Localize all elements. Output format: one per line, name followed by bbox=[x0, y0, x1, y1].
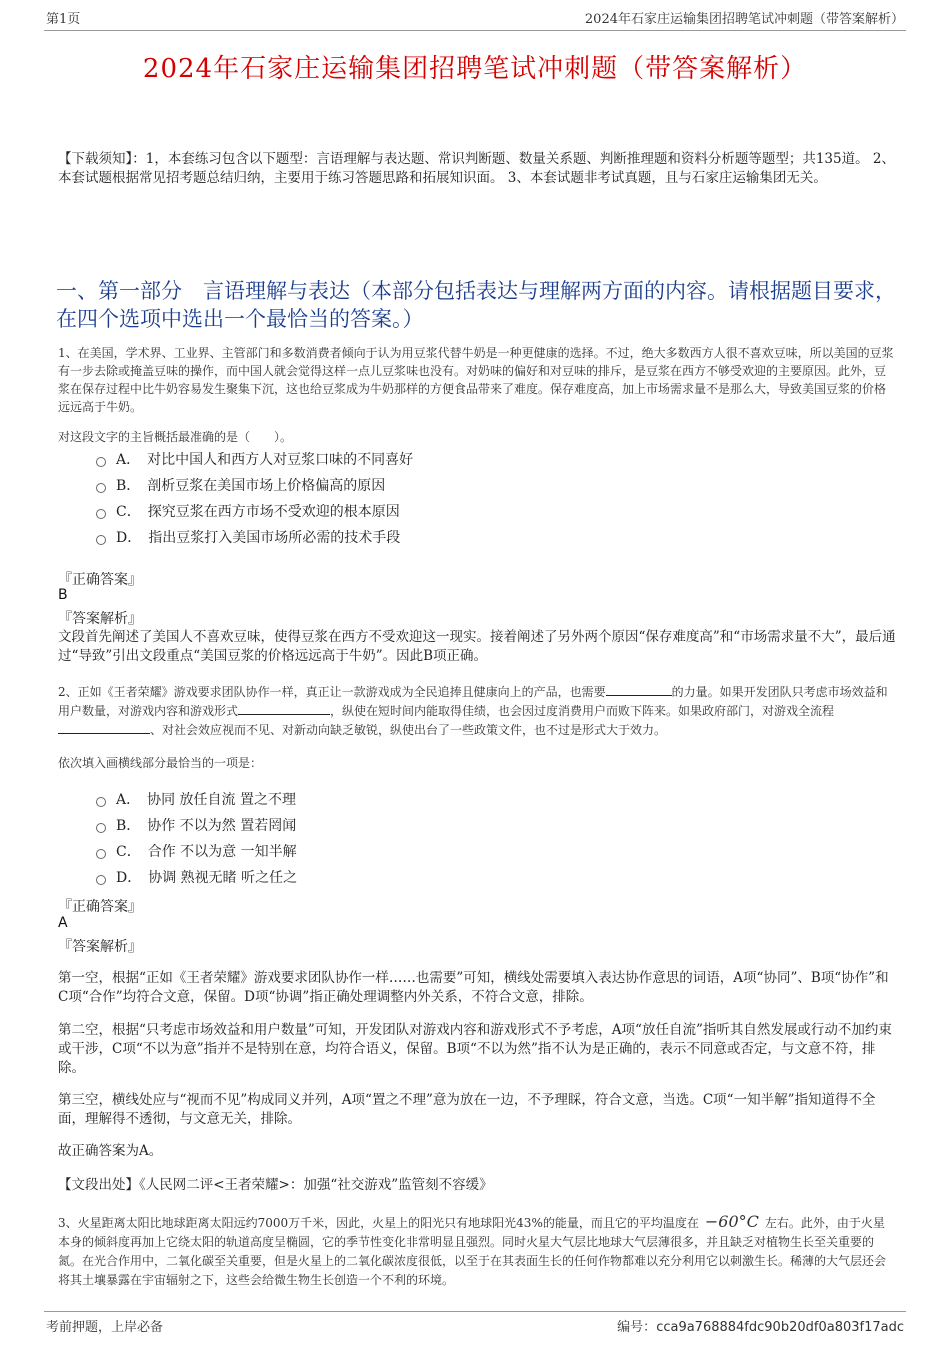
q2-analysis-p1: 第一空，根据“正如《王者荣耀》游戏要求团队协作一样……也需要”可知，横线处需要填入表达协作意思的词语，A项“协同”、B项“协作”和C项“合作”均符合文意，保留。D项“协调”指正确处理调整内外关系，不符合文意，排除。 bbox=[58, 970, 889, 1005]
header-doc-title: 2024年石家庄运输集团招聘笔试冲刺题（带答案解析） bbox=[584, 12, 904, 27]
footer-slogan: 考前押题，上岸必备 bbox=[46, 1320, 164, 1335]
q2-analysis-p4: 故正确答案为A。 bbox=[58, 1143, 163, 1159]
radio-icon[interactable] bbox=[96, 535, 106, 545]
q2-option-c[interactable]: C． 合作 不以为意 一知半解 bbox=[96, 842, 297, 862]
radio-icon[interactable] bbox=[96, 509, 106, 519]
radio-icon[interactable] bbox=[96, 457, 106, 467]
footer-divider bbox=[44, 1311, 906, 1312]
q2-analysis-label: 『答案解析』 bbox=[58, 939, 142, 955]
page-title: 2024年石家庄运输集团招聘笔试冲刺题（带答案解析） bbox=[142, 54, 808, 84]
q2-analysis-p2: 第二空，根据“只考虑市场效益和用户数量”可知，开发团队对游戏内容和游戏形式不予考虑，A项“放任自流”指听其自然发展或行动不加约束或干涉，C项“不以为意”指并不是特别在意，均符合语义，保留。B项“不以为然”指不认为是正确的，表示不同意或否定，与文意不符，排除。 bbox=[58, 1022, 892, 1076]
q1-option-d[interactable]: D． 指出豆浆打入美国市场所必需的技术手段 bbox=[96, 528, 400, 548]
header-divider bbox=[44, 30, 906, 31]
footer-code: 编号：cca9a768884fdc90b20df0a803f17adc bbox=[617, 1320, 904, 1335]
page-number: 第1页 bbox=[46, 12, 81, 27]
q1-option-a[interactable]: A． 对比中国人和西方人对豆浆口味的不同喜好 bbox=[96, 450, 413, 470]
q2-question: 依次填入画横线部分最恰当的一项是： bbox=[58, 756, 263, 770]
q1-question: 对这段文字的主旨概括最准确的是（ ）。 bbox=[58, 430, 293, 444]
q1-option-b[interactable]: B． 剖析豆浆在美国市场上价格偏高的原因 bbox=[96, 476, 385, 496]
q2-stem: 2、正如《王者荣耀》游戏要求团队协作一样，真正让一款游戏成为全民追捧且健康向上的产品，也需要 的力量。如果开发团队只考虑市场效益和用户数量，对游戏内容和游戏形式 ，纵使在短时间内能取得佳绩，也会因过度消费用户而败下阵来。如果政府部门，对游戏全流程、对社会效应视而不见、对新动向缺乏敏锐，纵使出台了一些政策文件，也不过是形式大于效力。 bbox=[58, 682, 896, 739]
blank-3[interactable] bbox=[58, 720, 150, 734]
radio-icon[interactable] bbox=[96, 875, 106, 885]
blank-2[interactable] bbox=[238, 701, 330, 715]
q3-stem: 3、火星距离太阳比地球距离太阳远约7000万千米，因此，火星上的阳光只有地球阳光43%的能量，而且它的平均温度在 −60°C 左右。此外，由于火星本身的倾斜度再加上它绕太阳的轨道高度呈椭圆，它的季节性变化非常明显且强烈。同时火星大气层比地球大气层薄很多，并且缺乏对植物生长至关重要的氮。在光合作用中，二氧化碳至关重要，但是火星上的二氧化碳浓度很低，以至于在其表面生长的任何作物都难以充分利用它以刺激生长。稀薄的大气层还会将其土壤暴露在宇宙辐射之下，这些会给微生物生长创造一个不利的环境。 bbox=[58, 1212, 887, 1287]
q1-answer: B bbox=[58, 587, 68, 603]
q1-analysis-label: 『答案解析』 bbox=[58, 611, 142, 627]
q2-answer: A bbox=[58, 915, 68, 931]
q1-analysis: 文段首先阐述了美国人不喜欢豆味，使得豆浆在西方不受欢迎这一现实。接着阐述了另外两个原因“保存难度高”和“市场需求量不大”，最后通过“导致”引出文段重点“美国豆浆的价格远远高于牛奶”。因此B项正确。 bbox=[58, 629, 896, 664]
section-heading: 一、第一部分 言语理解与表达（本部分包括表达与理解两方面的内容。请根据题目要求，在四个选项中选出一个最恰当的答案。） bbox=[56, 279, 896, 331]
q1-option-c[interactable]: C． 探究豆浆在西方市场不受欢迎的根本原因 bbox=[96, 502, 400, 522]
q2-source: 【文段出处】《人民网二评<王者荣耀>：加强“社交游戏”监管刻不容缓》 bbox=[58, 1177, 493, 1193]
blank-1[interactable] bbox=[606, 682, 672, 696]
radio-icon[interactable] bbox=[96, 823, 106, 833]
q2-option-a[interactable]: A． 协同 放任自流 置之不理 bbox=[96, 790, 296, 810]
download-notice: 【下载须知】：1，本套练习包含以下题型：言语理解与表达题、常识判断题、数量关系题、判断推理题和资料分析题等题型；共135道。 2、本套试题根据常见招考题总结归纳，主要用于练习答题思路和拓展知识面。 3、本套试题非考试真题，且与石家庄运输集团无关。 bbox=[58, 151, 895, 186]
q2-analysis-p3: 第三空，横线处应与“视而不见”构成同义并列，A项“置之不理”意为放在一边，不予理睬，符合文意，当选。C项“一知半解”指知道得不全面，理解得不透彻，与文意无关，排除。 bbox=[58, 1092, 876, 1127]
temperature-formula: −60°C bbox=[704, 1212, 759, 1231]
q1-answer-label: 『正确答案』 bbox=[58, 572, 142, 588]
q2-answer-label: 『正确答案』 bbox=[58, 899, 142, 915]
radio-icon[interactable] bbox=[96, 483, 106, 493]
q1-stem: 1、在美国，学术界、工业界、主管部门和多数消费者倾向于认为用豆浆代替牛奶是一种更健康的选择。不过，绝大多数西方人很不喜欢豆味，所以美国的豆浆有一步去除或掩盖豆味的操作，而中国人就会觉得这样一点儿豆浆味也没有。对奶味的偏好和对豆味的排斥，是豆浆在西方不够受欢迎的主要原因。此外，豆浆在保存过程中比牛奶容易发生聚集下沉，这也给豆浆成为牛奶那样的方便食品带来了难度。保存难度高，加上市场需求量不是那么大，导致美国豆浆的价格远远高于牛奶。 bbox=[58, 346, 894, 414]
radio-icon[interactable] bbox=[96, 849, 106, 859]
q2-option-d[interactable]: D． 协调 熟视无睹 听之任之 bbox=[96, 868, 297, 888]
radio-icon[interactable] bbox=[96, 797, 106, 807]
q2-option-b[interactable]: B． 协作 不以为然 置若罔闻 bbox=[96, 816, 296, 836]
